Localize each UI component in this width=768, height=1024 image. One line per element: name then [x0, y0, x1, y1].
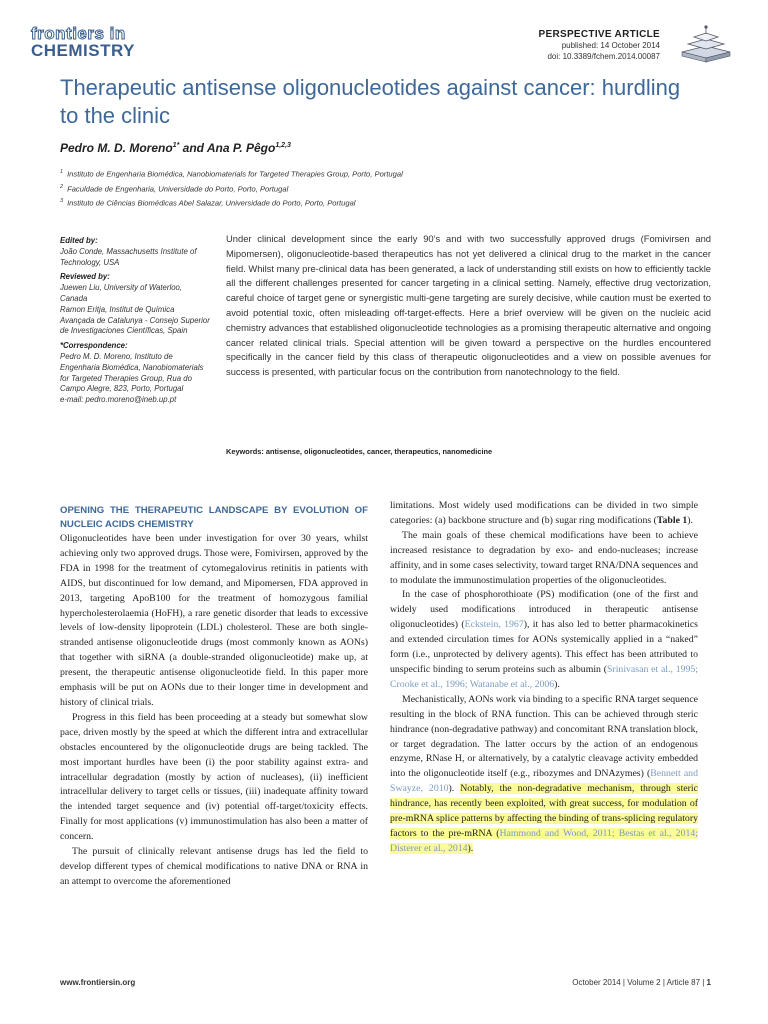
paragraph — [390, 588, 698, 692]
sidebar — [60, 232, 210, 406]
edited-by-label: Edited by: — [60, 236, 98, 245]
paragraph — [390, 499, 698, 529]
affiliation-2 — [60, 181, 403, 196]
abstract: Under clinical development since the early 90’s and with two successfully approved drugs (Fomivirsen and Mipomersen), oligonucleotide-based therapeutics has not yet delivered a clinical drug to the market in the cancer field. Whilst many pre-clinical data has been generated, a lack of understanding still exists on how to efficiently tackle all the different challenges presented for cancer targeting in a clinical setting. Namely, effective drug vectorization, careful choice of target gene or synergistic multi-gene targeting are surely decisive, while caution must be exerted to avoid potential toxic, often misleading off-target-effects. Here a brief overview will be given on the nucleic acid chemistry advances that established oligonucleotide technologies as a promising therapeutic alternative and ongoing cancer related clinical trials. Special attention will be given toward a perspective on the hurdles encountered specifically in the cancer field by this class of therapeutic oligonucleotides and a view on possible avenues for success is presented, with particular focus on the contribution from nanotechnology to the field. — [226, 233, 711, 378]
footer-issue-text: October 2014 | Volume 2 | Article 87 | — [572, 978, 707, 987]
author-1-name: Pedro M. D. Moreno — [60, 141, 173, 155]
affiliation-text: Faculdade de Engenharia, Universidade do Porto, Porto, Portugal — [67, 184, 289, 194]
correspondence-email[interactable]: e-mail: pedro.moreno@ineb.up.pt — [60, 395, 177, 405]
journal-logo-top: frontiers in — [31, 24, 126, 43]
table-link[interactable]: Table 1 — [656, 514, 688, 526]
text-run: Notably, the non-degradative mechanism, through steric hindrance, has recently been exploited, with great success, for modulation of pre-mRNA splice patterns by affecting the binding of trans-splicing regulatory factors to the pre-mRNA ( — [390, 783, 698, 839]
text-run: Mechanistically, AONs work via binding to a specific RNA target sequence resulting in the block of RNA function. This can be achieved through steric hindrance (non-degradative pathway) and concomitant RNA translation block, or target degradation. The latter occurs by the action of an endogenous enzyme, RNase H, or alternatively, by a catalytic cleavage activity embedded into the oligonucleotide itself (e.g., ribozymes and DNAzymes) ( — [390, 693, 699, 780]
text-run: ), it has also led to better pharmacokinetics and extended circulation times for AONs systemically applied in a “naked” form (i.e., unprotected by delivery agents). This effect has been attributed to unspecific binding to serum proteins such as albumin ( — [390, 619, 698, 675]
journal-logo-bottom: CHEMISTRY — [31, 41, 135, 60]
citation-link[interactable]: Bennett and Swayze, 2010 — [390, 768, 698, 795]
paragraph: Oligonucleotides have been under investigation for over 30 years, whilst achieving only two approved drugs. Those were, Fomivirsen, approved by the FDA in 1998 for the treatment of cytomegalovirus retinitis in patients with AIDS, but discontinued for low demand, and Mipomersen, FDA approved in 2013, targeting ApoB100 for the treatment of homozygous familial hypercholesterolaemia (HoFH), a rare genetic disorder that leads to excessive levels of low-density lipoprotein (LDL) cholesterol. These are both single-stranded antisense oligonucleotide drugs (most commonly known as AONs) that together with siRNA (a double-stranded oligonucleotide) make up, at present, the therapeutic antisense oligonucleotide field. In this paper more emphasis will be put on AONs due to their longer time in development and history of clinical trials. — [60, 533, 368, 708]
page-number: 1 — [706, 978, 711, 987]
affiliation-text: Instituto de Ciências Biomédicas Abel Salazar, Universidade do Porto, Porto, Portugal — [67, 198, 356, 208]
text-run: ). — [554, 678, 560, 690]
correspondence-label: *Correspondence: — [60, 341, 128, 351]
correspondence-address: Pedro M. D. Moreno, Instituto de Engenharia Biomédica, Nanobiomaterials for Targeted Therapies Group, Rua do Campo Alegre, 823, Porto, Portugal — [60, 351, 204, 394]
footer-issue — [572, 978, 711, 987]
author-1-affil: 1 — [172, 142, 177, 149]
text-run: ). — [448, 783, 461, 795]
published-date: published: 14 October 2014 — [561, 41, 660, 50]
paragraph: The main goals of these chemical modifications have been to achieve increased resistance to degradation by exo- and endo-nucleases; increase affinity, and in some cases selectivity, toward target RNA/DNA sequences and to modulate the immunostimulation properties of the oligonucleotides. — [390, 529, 698, 586]
affiliation-number: 2 — [60, 183, 64, 190]
reviewer-1: Juewen Liu, University of Waterloo, Canada — [60, 283, 183, 303]
footer-site-link[interactable]: www.frontiersin.org — [60, 978, 136, 987]
affiliation-1 — [60, 166, 403, 181]
journal-logo — [31, 26, 135, 60]
article-title: Therapeutic antisense oligonucleotides against cancer: hurdling to the clinic — [60, 75, 681, 128]
affiliation-3 — [60, 195, 403, 210]
citation-link[interactable]: Eckstein, 1967 — [464, 619, 524, 631]
author-line — [60, 141, 291, 155]
paragraph: Progress in this field has been proceeding at a steady but somewhat slow pace, driven mostly by the speed at which the different intra and extracellular obstacles encountered by the oligonucleotide drugs are being tackled. The most important hurdles have been (i) the poor stability against extra- and intracellular degradation (mostly by action of nucleases), (ii) inefficient intracellular delivery to target cells or tissues, (iii) inadequate affinity toward the intended target sequence and (iv) potential off-target/toxicity effects. Finally for most applications (v) immunostimulation has also been a matter of concern. — [60, 711, 368, 843]
author-1-corresponding-mark: * — [176, 142, 180, 149]
article-type: PERSPECTIVE ARTICLE — [538, 29, 660, 40]
text-run: limitations. Most widely used modifications can be divided in two simple categories: (a) backbone structure and (b) sugar ring modifications ( — [390, 500, 698, 526]
paragraph — [390, 693, 698, 857]
section-heading: OPENING THE THERAPEUTIC LANDSCAPE BY EVOLUTION OF NUCLEIC ACIDS CHEMISTRY — [60, 505, 368, 530]
body-column-1 — [60, 504, 368, 890]
doi: doi: 10.3389/fchem.2014.00087 — [547, 52, 660, 61]
text-run: ). — [687, 514, 693, 526]
reviewed-by-label: Reviewed by: — [60, 272, 110, 282]
text-run: ). — [467, 842, 474, 854]
body-column-2 — [390, 499, 698, 857]
editor: João Conde, Massachusetts Institute of Technology, USA — [60, 246, 197, 267]
author-2-name: Ana P. Pêgo — [206, 141, 276, 155]
citation-link[interactable]: Hammond and Wood, 2011; Bestas et al., 2014; Disterer et al., 2014 — [390, 827, 698, 854]
stacked-layers-icon — [674, 24, 734, 64]
affiliation-number: 3 — [60, 198, 64, 205]
affiliation-text: Instituto de Engenharia Biomédica, Nanobiomaterials for Targeted Therapies Group, Porto, Portugal — [67, 169, 403, 179]
paragraph: The pursuit of clinically relevant antisense drugs has led the field to develop different types of chemical modifications to native DNA or RNA in an attempt to overcome the aforementioned — [60, 846, 368, 887]
text-run: In the case of phosphorothioate (PS) modification (one of the first and widely used modifications introduced in therapeutic antisense oligonucleotides) ( — [390, 589, 698, 631]
affiliation-number: 1 — [60, 169, 64, 175]
reviewer-2: Ramon Eritja, Institut de Química Avançada de Catalunya - Consejo Superior de Investigaciones Científicas, Spain — [60, 304, 210, 336]
author-2-affil: 1,2,3 — [275, 142, 291, 149]
keywords: Keywords: antisense, oligonucleotides, cancer, therapeutics, nanomedicine — [226, 447, 493, 456]
affiliations — [60, 166, 403, 210]
citation-link[interactable]: Srinivasan et al., 1995; Crooke et al., 1996; Watanabe et al., 2006 — [390, 663, 699, 690]
author-conjunction: and — [179, 141, 207, 155]
article-info — [539, 29, 660, 62]
